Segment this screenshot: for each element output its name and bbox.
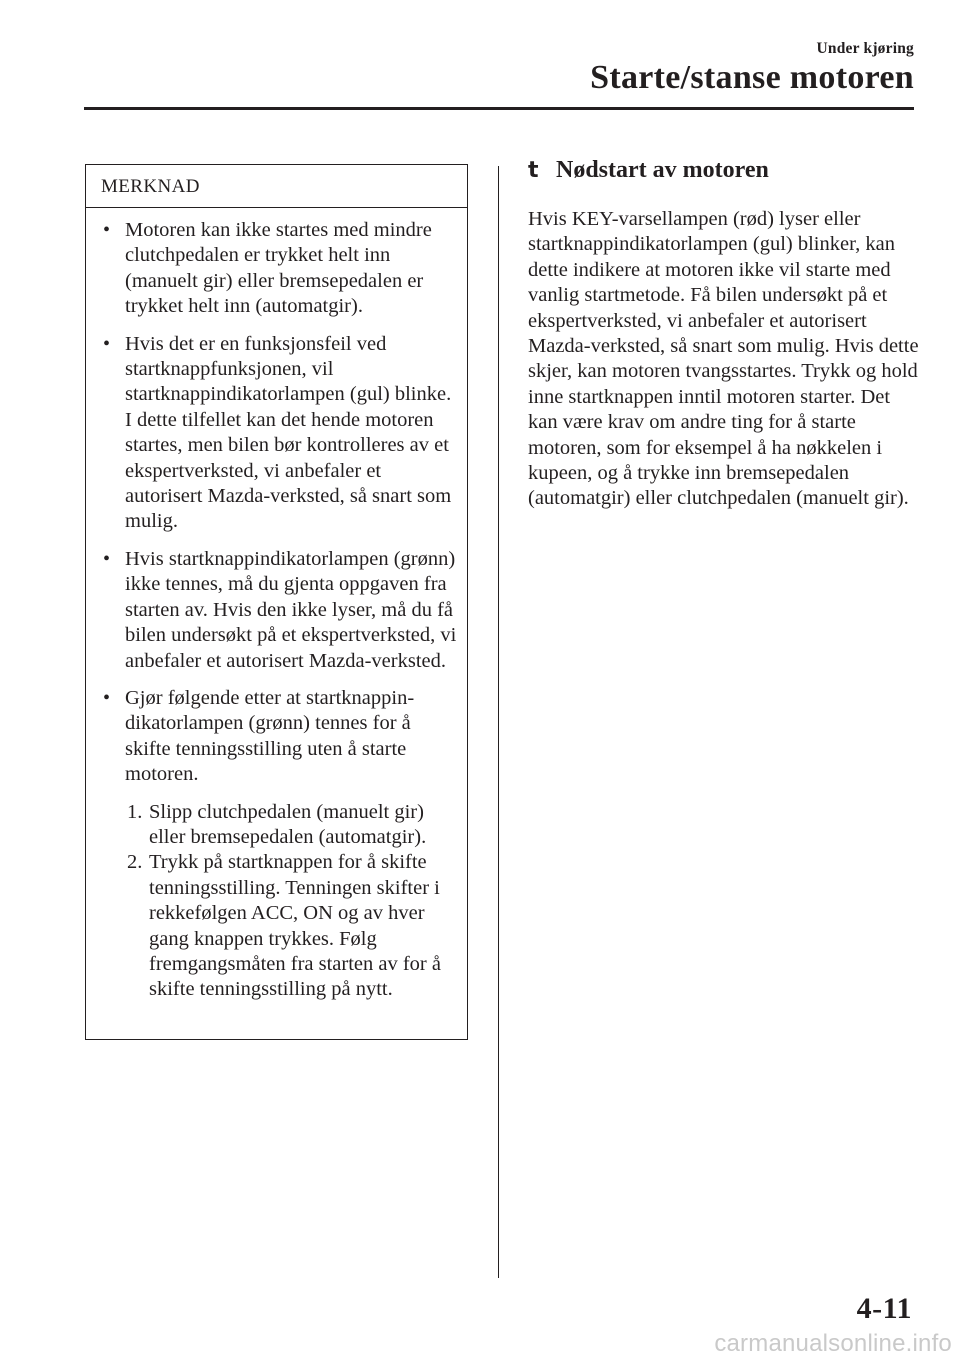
step-number: 1. [127,800,143,823]
bullet-dot-icon: • [103,332,111,355]
note-body [86,208,467,1003]
page-number: 4-11 [856,1292,912,1325]
watermark: carmanualsonline.info [714,1330,952,1357]
section-heading-text: Nødstart av motoren [556,157,769,183]
section-marker-icon: t [528,158,539,183]
section-body: Hvis KEY-varsellampen (rød) lyser eller startknappindikatorlampen (gul) blinker, kan dette indikere at motoren ikke vil starte med vanlig startmetode. Få bilen undersøkt på et ekspertverksted, vi anbefaler et autorisert Mazda-verksted, så snart som mulig. Hvis dette skjer, kan motoren tvangsstartes. Trykk og hold inne startknappen inntil motoren starter. Det kan være krav om andre ting for å starte motoren, som for eksempel å ha nøkkelen i kupeen, og å trykke inn bremsepedalen (automatgir) eller clutchpedalen (manuelt gir). [528,208,919,510]
note-bullet-text: Hvis startknappindikatorlampen (grønn) ikke tennes, må du gjenta oppgaven fra starten av. Hvis den ikke lyser, må du få bilen undersøkt på et ekspertverksted, vi anbefaler et autorisert Mazda-verksted. [125,547,457,672]
page-title: Starte/stanse motoren [590,59,914,96]
step-number: 2. [127,851,143,874]
note-bullet-text: Hvis det er en funksjonsfeil ved startknappfunksjonen, vil startknappindikatorlampen (gul) blinke. I dette tilfellet kan det hende motoren startes, men bilen bør kontrolleres av et ekspertverksted, vi anbefaler et autorisert Mazda-verksted, så snart som mulig. [125,332,452,533]
note-bullet-item [101,218,457,320]
note-bullet-item [101,686,457,788]
section-label: Under kjøring [816,40,914,57]
step-item [125,850,457,1002]
bullet-dot-icon: • [103,547,111,570]
header-rule [84,107,914,110]
section-heading [528,154,920,187]
note-bullet-text: Motoren kan ikke startes med mindre clutchpedalen er trykket helt inn (manuelt gir) eller bremsepedalen er trykket helt inn (automatgir). [125,219,432,318]
numbered-steps [101,800,457,1003]
bullet-dot-icon: • [103,686,111,709]
note-heading: MERKNAD [86,165,467,208]
note-bullet-item [101,332,457,535]
note-bullet-item [101,547,457,674]
emergency-start-section [528,154,920,512]
step-text: Trykk på startknappen for å skifte tenningsstilling. Tenningen skifter i rekkefølgen ACC, ON og av hver gang knappen trykkes. Følg fremgangsmåten fra starten av for å skifte tenningsstilling på nytt. [149,851,441,1001]
note-bullet-text: Gjør følgende etter at startknappin-dikatorlampen (grønn) tennes for å skifte tenningsstilling uten å starte motoren. [125,686,415,786]
note-box [85,164,468,1040]
step-item [125,800,457,851]
bullet-dot-icon: • [103,219,111,241]
column-divider [498,166,499,1278]
step-text: Slipp clutchpedalen (manuelt gir) eller bremsepedalen (automatgir). [149,800,427,848]
